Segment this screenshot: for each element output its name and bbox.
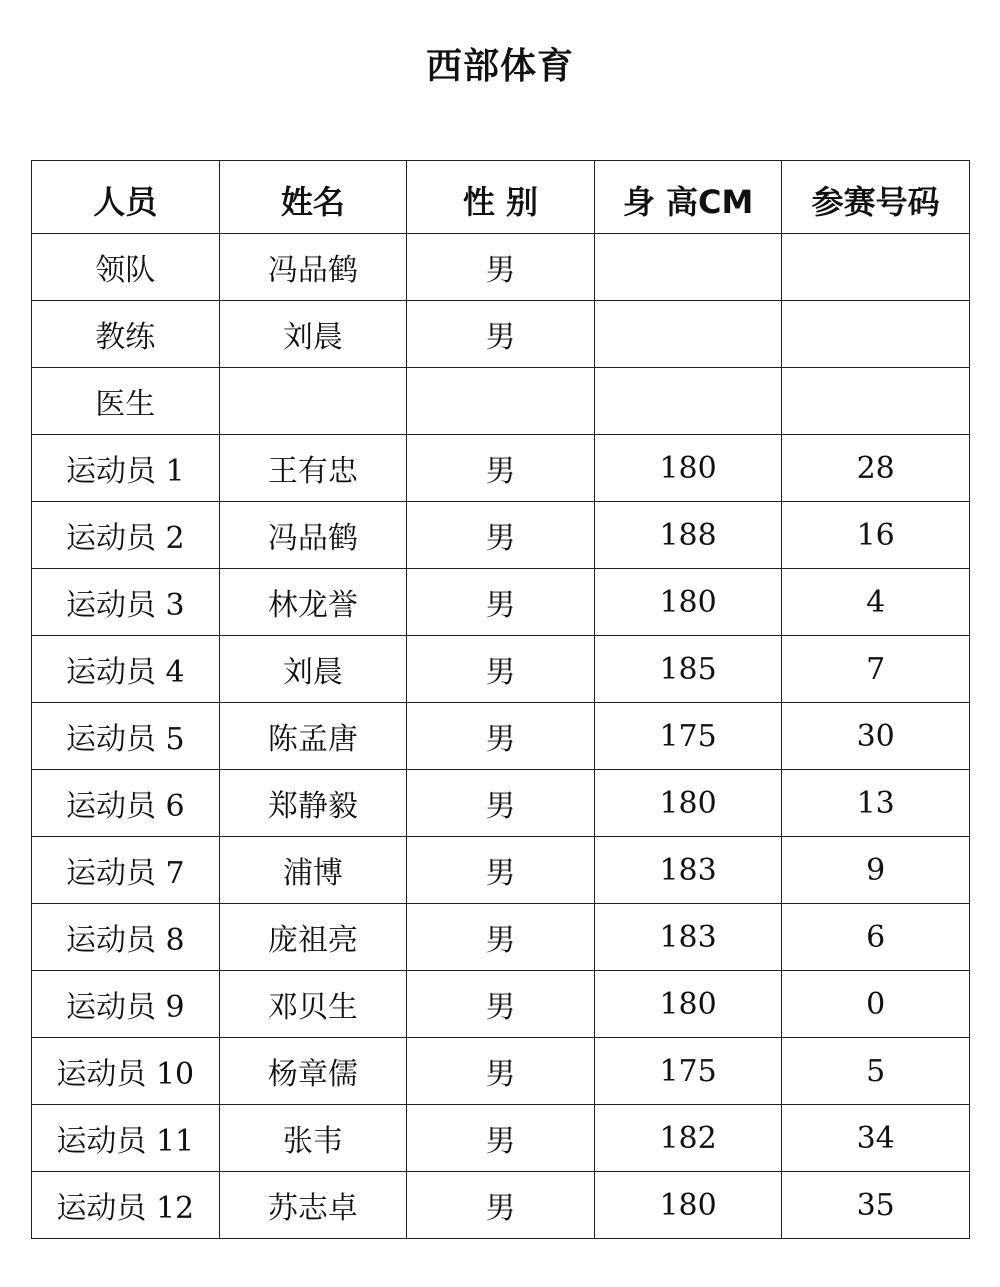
number-cell: 4 [782, 569, 970, 636]
gender-cell: 男 [407, 837, 595, 904]
header-row [32, 161, 970, 234]
table-row [32, 837, 970, 904]
roster-table [31, 160, 970, 1239]
table-row [32, 1172, 970, 1239]
name-cell: 王有忠 [219, 435, 407, 502]
name-cell: 张韦 [219, 1105, 407, 1172]
gender-cell: 男 [407, 636, 595, 703]
height-cell: 180 [594, 569, 782, 636]
table-row [32, 1038, 970, 1105]
table-row [32, 502, 970, 569]
name-cell: 林龙誉 [219, 569, 407, 636]
height-cell: 175 [594, 1038, 782, 1105]
gender-cell: 男 [407, 234, 595, 301]
number-cell [782, 368, 970, 435]
gender-cell: 男 [407, 1038, 595, 1105]
number-cell: 34 [782, 1105, 970, 1172]
page-title: 西部体育 [425, 46, 574, 87]
role-cell: 运动员 4 [32, 636, 220, 703]
height-cell: 188 [594, 502, 782, 569]
column-header-height: 身 高CM [594, 161, 782, 234]
height-cell: 175 [594, 703, 782, 770]
number-cell: 13 [782, 770, 970, 837]
role-cell: 运动员 12 [32, 1172, 220, 1239]
role-cell: 运动员 5 [32, 703, 220, 770]
height-cell: 180 [594, 770, 782, 837]
table-row [32, 770, 970, 837]
role-cell: 教练 [32, 301, 220, 368]
name-cell: 陈孟唐 [219, 703, 407, 770]
table-row [32, 703, 970, 770]
name-cell [219, 368, 407, 435]
number-cell: 0 [782, 971, 970, 1038]
role-cell: 运动员 8 [32, 904, 220, 971]
number-cell: 28 [782, 435, 970, 502]
number-cell: 9 [782, 837, 970, 904]
table-row [32, 569, 970, 636]
height-cell [594, 368, 782, 435]
role-cell: 运动员 6 [32, 770, 220, 837]
name-cell: 郑静毅 [219, 770, 407, 837]
number-cell: 16 [782, 502, 970, 569]
number-cell: 7 [782, 636, 970, 703]
name-cell: 冯品鹤 [219, 234, 407, 301]
table-row [32, 971, 970, 1038]
table-row [32, 636, 970, 703]
height-cell: 180 [594, 971, 782, 1038]
table-row [32, 435, 970, 502]
gender-cell: 男 [407, 569, 595, 636]
column-header-name: 姓名 [219, 161, 407, 234]
number-cell [782, 301, 970, 368]
role-cell: 运动员 7 [32, 837, 220, 904]
number-cell: 35 [782, 1172, 970, 1239]
role-cell: 运动员 1 [32, 435, 220, 502]
name-cell: 苏志卓 [219, 1172, 407, 1239]
gender-cell: 男 [407, 971, 595, 1038]
height-cell [594, 301, 782, 368]
gender-cell [407, 368, 595, 435]
height-cell [594, 234, 782, 301]
roster-body [32, 234, 970, 1239]
table-row [32, 1105, 970, 1172]
table-row [32, 904, 970, 971]
name-cell: 邓贝生 [219, 971, 407, 1038]
table-row [32, 368, 970, 435]
height-cell: 185 [594, 636, 782, 703]
name-cell: 杨章儒 [219, 1038, 407, 1105]
role-cell: 运动员 11 [32, 1105, 220, 1172]
column-header-gender: 性 别 [407, 161, 595, 234]
height-cell: 182 [594, 1105, 782, 1172]
number-cell: 6 [782, 904, 970, 971]
gender-cell: 男 [407, 703, 595, 770]
number-cell: 30 [782, 703, 970, 770]
role-cell: 运动员 2 [32, 502, 220, 569]
role-cell: 运动员 9 [32, 971, 220, 1038]
role-cell: 运动员 3 [32, 569, 220, 636]
name-cell: 庞祖亮 [219, 904, 407, 971]
height-cell: 183 [594, 837, 782, 904]
gender-cell: 男 [407, 502, 595, 569]
number-cell: 5 [782, 1038, 970, 1105]
column-header-role: 人员 [32, 161, 220, 234]
name-cell: 冯品鹤 [219, 502, 407, 569]
column-header-number: 参赛号码 [782, 161, 970, 234]
gender-cell: 男 [407, 1172, 595, 1239]
gender-cell: 男 [407, 435, 595, 502]
height-cell: 183 [594, 904, 782, 971]
name-cell: 浦博 [219, 837, 407, 904]
height-cell: 180 [594, 1172, 782, 1239]
height-cell: 180 [594, 435, 782, 502]
name-cell: 刘晨 [219, 636, 407, 703]
gender-cell: 男 [407, 904, 595, 971]
role-cell: 医生 [32, 368, 220, 435]
gender-cell: 男 [407, 770, 595, 837]
table-row [32, 234, 970, 301]
number-cell [782, 234, 970, 301]
table-row [32, 301, 970, 368]
gender-cell: 男 [407, 1105, 595, 1172]
role-cell: 领队 [32, 234, 220, 301]
gender-cell: 男 [407, 301, 595, 368]
role-cell: 运动员 10 [32, 1038, 220, 1105]
name-cell: 刘晨 [219, 301, 407, 368]
